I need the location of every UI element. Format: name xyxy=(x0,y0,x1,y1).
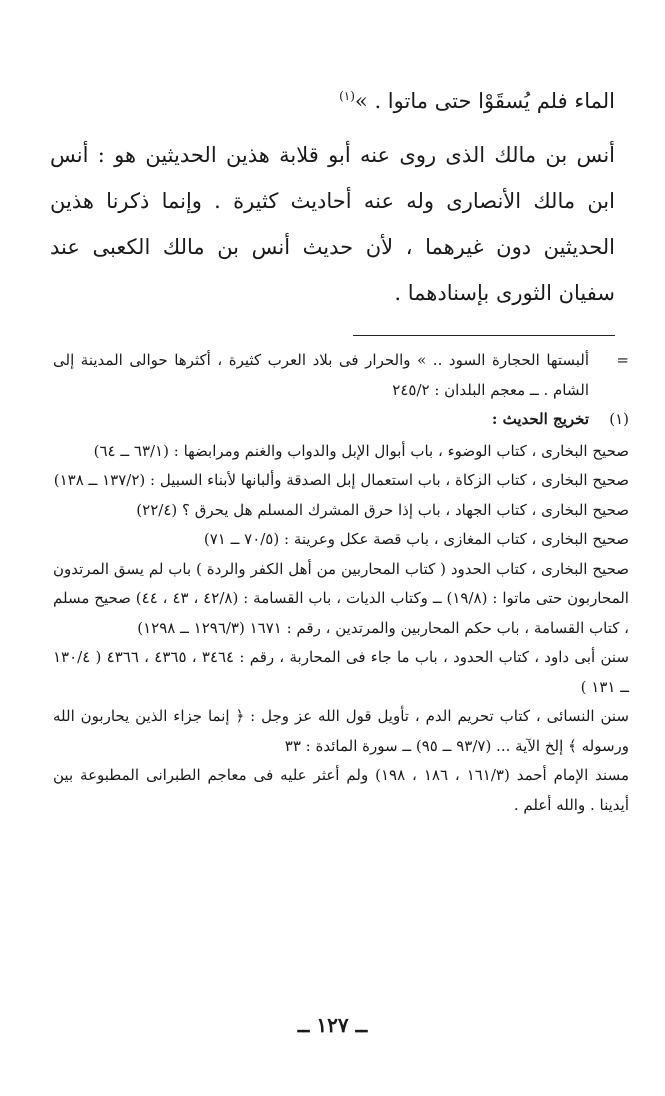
footnote-divider xyxy=(353,335,615,336)
footnote-number: (١) xyxy=(609,410,629,428)
footnote-continuation-text: ألبستها الحجارة السود .. » والحرار فى بلاد العرب كثيرة ، أكثرها حوالى المدينة إلى الشام . ــ معجم البلدان : ٢٤٥/٢ xyxy=(53,351,589,399)
footnote-entry: صحيح البخارى ، كتاب الزكاة ، باب استعمال إبل الصدقة وألبانها لأبناء السبيل : (١٣٧/٢ ــ ١٣٨) xyxy=(53,471,629,489)
footnote-entry: صحيح البخارى ، كتاب الحدود ( كتاب المحاربين من أهل الكفر والردة ) باب لم يسق المرتدون المحاربون حتى ماتوا : (١٩/٨) ــ وكتاب الديات ، باب القسامة : (٤٢/٨ ، ٤٣ ، ٤٤) صحيح مسلم ، كتاب القسامة ، باب حكم المحاربين والمرتدين ، رقم : ١٦٧١ (١٢٩٦/٣ ــ ١٢٩٨) xyxy=(53,559,629,637)
page-number: ــ ١٢٧ ــ xyxy=(297,1013,368,1037)
footnote-heading: تخريج الحديث : xyxy=(491,410,589,428)
footnote-continuation xyxy=(53,346,629,405)
main-text-fragment: الماء فلم يُسقَوْا حتى ماتوا . » xyxy=(354,89,615,113)
footnote-entry: سنن أبى داود ، كتاب الحدود ، باب ما جاء فى المحاربة ، رقم : ٣٤٦٤ ، ٤٣٦٥ ، ٤٣٦٦ ( ١٣٠/٤ ــ ١٣١ ) xyxy=(53,648,629,696)
continuation-marker: = xyxy=(616,351,629,369)
main-text-line xyxy=(50,78,615,124)
footnote-entry: صحيح البخارى ، كتاب المغازى ، باب قصة عكل وعرينة : (٧٠/٥ ــ ٧١) xyxy=(203,530,629,548)
footnote-reference: (١) xyxy=(339,89,355,103)
footnote-entry: صحيح البخارى ، كتاب الجهاد ، باب إذا حرق المشرك المسلم هل يحرق ؟ (٢٢/٤) xyxy=(136,500,629,519)
footnote-1 xyxy=(53,405,629,435)
footnote-entry: مسند الإمام أحمد (١٦١/٣ ، ١٨٦ ، ١٩٨) ولم أعثر عليه فى معاجم الطبرانى المطبوعة بين أيدينا . والله أعلم . xyxy=(53,766,629,814)
footnotes-section xyxy=(53,346,629,820)
main-paragraph: أنس بن مالك الذى روى عنه أبو قلابة هذين الحديثين هو : أنس ابن مالك الأنصارى وله عنه أحاديث كثيرة . وإنما ذكرنا هذين الحديثين دون غيرهما ، لأن حديث أنس بن مالك الكعبى عند سفيان الثورى بإسنادهما . xyxy=(50,143,615,305)
footnote-entry: سنن النسائى ، كتاب تحريم الدم ، تأويل قول الله عز وجل : ﴿ إنما جزاء الذين يحاربون الله ورسوله ﴾ إلخ الآية ... (٩٣/٧ ــ ٩٥) ــ سورة المائدة : ٣٣ xyxy=(53,707,629,755)
footnote-entry: صحيح البخارى ، كتاب الوضوء ، باب أبوال الإبل والدواب والغنم ومرابضها : (٦٣/١ ــ ٦٤) xyxy=(93,441,629,460)
